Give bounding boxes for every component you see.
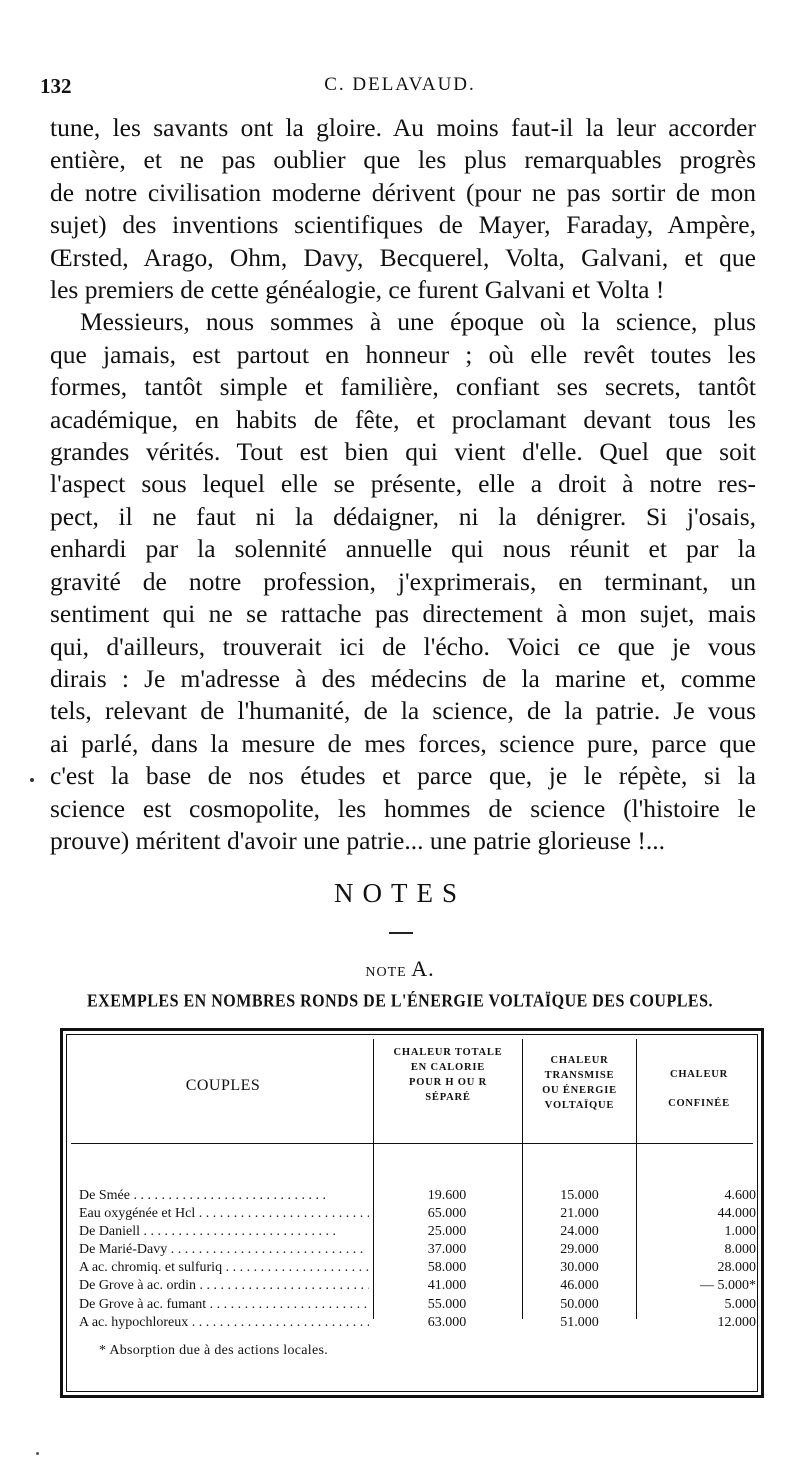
table-row	[73, 1223, 761, 1241]
chaleur-transmise: 29.000	[560, 1242, 599, 1258]
text-line: sujet) des inventions scientifiques de Mayer, Faraday, Ampère,	[50, 210, 756, 240]
table-footnote: * Absorption due à des actions locales.	[99, 1343, 329, 1358]
chaleur-confinee: 8.000	[724, 1242, 756, 1258]
chaleur-confinee: 28.000	[717, 1260, 756, 1276]
chaleur-totale: 19.600	[427, 1188, 467, 1203]
chaleur-confinee: 12.000	[717, 1314, 756, 1330]
header-line: TRANSMISE	[544, 1070, 615, 1081]
note-label-letter: A.	[411, 956, 435, 981]
table-row	[73, 1314, 761, 1332]
chaleur-totale: 25.000	[427, 1224, 467, 1240]
notes-divider	[389, 932, 413, 934]
header-line: POUR H OU R	[409, 1077, 487, 1088]
couple-name: De Marié-Davy . . .	[79, 1241, 369, 1259]
page-mark	[36, 1452, 39, 1455]
chaleur-totale: 65.000	[427, 1206, 467, 1222]
chaleur-transmise: 50.000	[560, 1296, 599, 1312]
text-line: gravité de notre profession, j'exprimerais, en terminant, un	[50, 566, 756, 596]
text-line: entière, et ne pas oublier que les plus remarquables progrès	[50, 145, 756, 175]
chaleur-transmise: 15.000	[560, 1188, 599, 1203]
header-line: SÉPARÉ	[425, 1092, 471, 1103]
couple-name: De Daniell . . .	[79, 1223, 369, 1241]
note-label-prefix: NOTE	[365, 965, 407, 980]
chaleur-confinee: 4.600	[724, 1188, 756, 1203]
chaleur-confinee: 1.000	[724, 1224, 756, 1240]
chaleur-confinee: — 5.000*	[700, 1278, 756, 1294]
chaleur-transmise: 30.000	[560, 1260, 599, 1276]
chaleur-totale: 55.000	[427, 1296, 467, 1312]
text-line: Œrsted, Arago, Ohm, Davy, Becquerel, Volta, Galvani, et que	[50, 242, 756, 272]
text-line: l'aspect sous lequel elle se présente, elle a droit à notre res-	[50, 469, 756, 499]
table-row	[73, 1241, 761, 1259]
text-line: science est cosmopolite, les hommes de science (l'histoire le	[50, 793, 756, 823]
text-line: c'est la base de nos études et parce que, je le répète, si la	[50, 761, 756, 791]
text-line: ai parlé, dans la mesure de mes forces, science pure, parce que	[50, 728, 756, 758]
couple-name: De Grove à ac. ordin . . .	[79, 1277, 369, 1295]
chaleur-transmise: 46.000	[560, 1278, 599, 1294]
energy-table	[60, 1028, 764, 1398]
couple-name: Eau oxygénée et Hcl . . .	[79, 1205, 369, 1223]
chaleur-transmise: 21.000	[560, 1206, 599, 1222]
text-line: que jamais, est partout en honneur ; où elle revêt toutes les	[50, 339, 756, 369]
couple-name: A ac. chromiq. et sulfuriq . . .	[79, 1259, 369, 1277]
notes-title: NOTES	[334, 878, 466, 908]
text-line: les premiers de cette généalogie, ce furent Galvani et Volta !	[50, 275, 665, 305]
header-line: CONFINÉE	[668, 1098, 730, 1109]
page-number: 132	[40, 74, 72, 98]
margin-mark	[30, 778, 34, 782]
text-line: de notre civilisation moderne dérivent (pour ne pas sortir de mon	[50, 177, 756, 207]
header-chaleur-transmise	[523, 1053, 636, 1113]
table-row	[73, 1259, 761, 1277]
text-line: grandes vérités. Tout est bien qui vient d'elle. Quel que soit	[50, 437, 756, 467]
table-row	[73, 1187, 761, 1205]
header-divider	[71, 1143, 753, 1144]
paragraph-2	[50, 306, 756, 857]
text-line: formes, tantôt simple et familière, confiant ses secrets, tantôt	[50, 372, 756, 402]
text-line: tels, relevant de l'humanité, de la science, de la patrie. Je vous	[50, 696, 756, 726]
header-chaleur-totale	[374, 1045, 522, 1105]
running-title: C. DELAVAUD.	[324, 74, 476, 95]
text-line: prouve) méritent d'avoir une patrie... une patrie glorieuse !...	[50, 825, 665, 855]
header-line: CHALEUR	[669, 1069, 729, 1080]
chaleur-transmise: 51.000	[560, 1314, 599, 1330]
header-line: CHALEUR	[550, 1055, 609, 1066]
text-line: qui, d'ailleurs, trouverait ici de l'écho. Voici ce que je vous	[50, 631, 756, 661]
text-line: sentiment qui ne se rattache pas directement à mon sujet, mais	[50, 599, 756, 629]
couple-name: De Smée . . .	[79, 1187, 369, 1205]
chaleur-totale: 37.000	[427, 1242, 467, 1258]
couple-name: De Grove à ac. fumant . . .	[79, 1296, 369, 1314]
header-chaleur-confinee	[637, 1067, 761, 1111]
text-line: tune, les savants ont la gloire. Au moins faut-il la leur accorder	[50, 113, 756, 142]
note-label	[0, 956, 800, 982]
chaleur-transmise: 24.000	[560, 1224, 599, 1240]
table-caption: EXEMPLES EN NOMBRES RONDS DE L'ÉNERGIE VOLTAÏQUE DES COUPLES.	[86, 991, 713, 1012]
header-line: CHALEUR TOTALE	[393, 1047, 503, 1058]
header-line: OU ÉNERGIE	[542, 1085, 617, 1096]
header-line: EN CALORIE	[410, 1062, 486, 1073]
text-line: Messieurs, nous sommes à une époque où la science, plus	[80, 307, 756, 337]
chaleur-totale: 63.000	[427, 1314, 467, 1330]
chaleur-totale: 58.000	[427, 1260, 467, 1276]
header-line: VOLTAÏQUE	[544, 1100, 615, 1111]
table-row	[73, 1296, 761, 1314]
couple-name: A ac. hypochloreux . . .	[79, 1314, 369, 1332]
paragraph-1	[50, 112, 756, 306]
page-header	[40, 74, 760, 104]
table-row	[73, 1205, 761, 1223]
table-row	[73, 1277, 761, 1295]
chaleur-confinee: 44.000	[717, 1206, 756, 1222]
table-body	[73, 1187, 761, 1332]
text-line: dirais : Je m'adresse à des médecins de la marine et, comme	[50, 663, 756, 693]
chaleur-totale: 41.000	[427, 1278, 467, 1294]
text-line: pect, il ne faut ni la dédaigner, ni la dénigrer. Si j'osais,	[50, 501, 756, 531]
text-line: académique, en habits de fête, et proclamant devant tous les	[50, 404, 756, 434]
text-line: enhardi par la solennité annuelle qui nous réunit et par la	[50, 534, 756, 564]
header-couples: COUPLES	[185, 1077, 261, 1094]
chaleur-confinee: 5.000	[724, 1296, 756, 1312]
body-text	[50, 112, 756, 857]
